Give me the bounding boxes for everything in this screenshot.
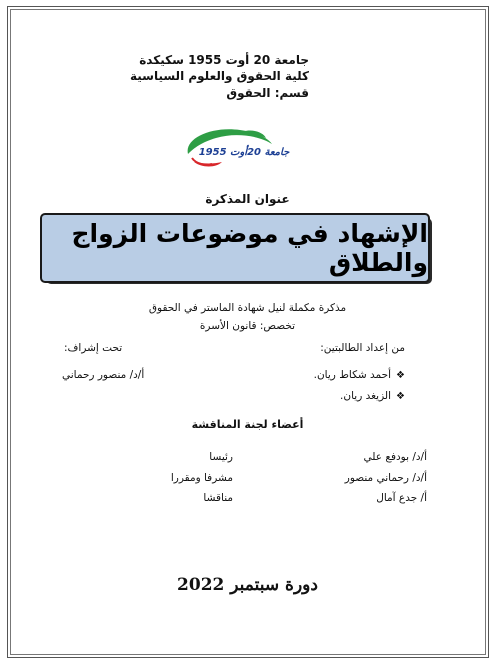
- committee-title: أعضاء لجنة المناقشة: [191, 418, 304, 431]
- session-date: دورة سبتمبر 2022: [177, 575, 318, 595]
- title-box: [40, 213, 430, 283]
- student-item: [314, 369, 405, 381]
- student-name: أحمد شكاط ريان.: [313, 369, 392, 381]
- committee-member-name: أ/د/ بودفع علي: [363, 451, 427, 463]
- committee-member-role: مشرفا ومقررا: [170, 472, 233, 484]
- student-item: [340, 390, 405, 402]
- student-name: الزيغد ريان.: [340, 390, 392, 402]
- students-label: من إعداد الطالبتين:: [320, 342, 405, 354]
- faculty-name: كلية الحقوق والعلوم السياسية: [129, 69, 309, 83]
- university-name: جامعة 20 أوت 1955 سكيكدة: [139, 53, 309, 67]
- supervisor-label: تحت إشراف:: [64, 342, 123, 354]
- committee-member-name: أ/د/ رحماني منصور: [344, 472, 427, 484]
- specialty: تخصص: قانون الأسرة: [199, 320, 296, 332]
- memo-title-label: عنوان المذكرة: [205, 192, 290, 206]
- page-border-inner: [10, 9, 486, 655]
- committee-member-role: مناقشا: [203, 492, 233, 504]
- committee-member-role: رئيسا: [209, 451, 233, 463]
- logo-text: جامعة 20أوت 1955: [198, 147, 290, 158]
- committee-member-name: أ/ جدع آمال: [376, 492, 427, 504]
- diamond-bullet-icon: ❖: [396, 391, 405, 402]
- university-logo: [182, 124, 290, 170]
- department-name: قسم: الحقوق: [226, 86, 309, 100]
- degree-subtitle: مذكرة مكملة لنيل شهادة الماستر في الحقوق: [148, 302, 347, 314]
- diamond-bullet-icon: ❖: [396, 370, 405, 381]
- supervisor-name: أ/د/ منصور رحماني: [62, 369, 145, 381]
- memo-title: الإشهاد في موضوعات الزواج والطلاق: [71, 219, 428, 277]
